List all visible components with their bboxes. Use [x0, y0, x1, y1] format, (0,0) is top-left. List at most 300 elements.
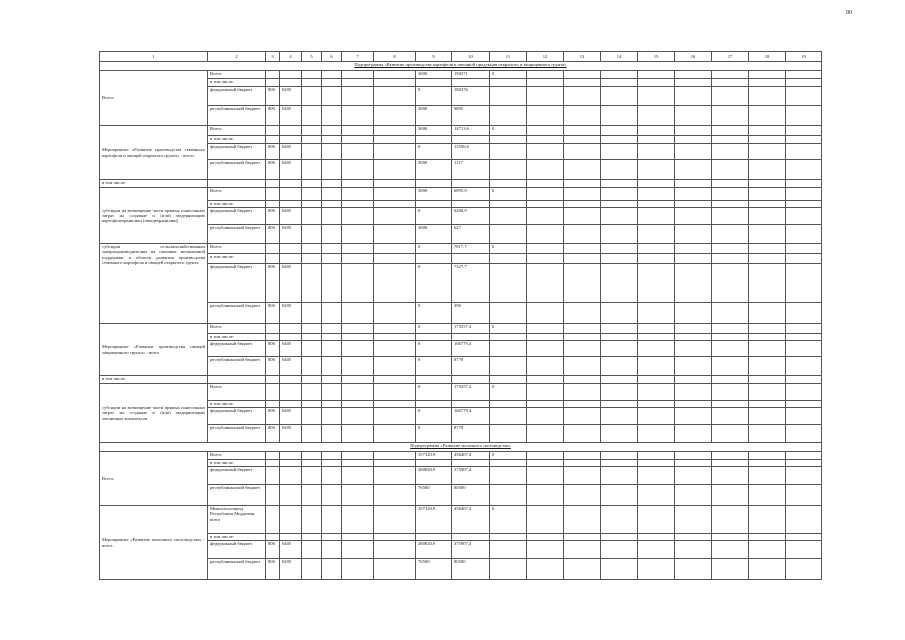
- value-cell-col11: 0: [490, 188, 527, 201]
- column-number-1: 1: [100, 52, 208, 62]
- table-cell: [280, 244, 302, 254]
- value-cell-col10: 8778: [452, 357, 490, 376]
- table-cell: [322, 324, 342, 334]
- table-cell: [638, 303, 675, 324]
- table-cell: [638, 126, 675, 136]
- funding-source: республиканский бюджет: [208, 357, 266, 376]
- table-cell: [675, 376, 712, 384]
- table-cell: [342, 106, 374, 126]
- table-cell: [490, 79, 527, 87]
- column-number-19: 19: [786, 52, 822, 62]
- table-cell: [490, 541, 527, 559]
- table-row: [100, 244, 822, 254]
- table-row: [100, 384, 822, 401]
- table-cell: [374, 87, 416, 106]
- column-number-row: [100, 52, 822, 62]
- table-cell: [280, 71, 302, 79]
- table-cell: [490, 334, 527, 341]
- value-cell-col9: 3000: [416, 71, 452, 79]
- table-cell: [749, 541, 786, 559]
- table-row: [100, 334, 822, 341]
- table-cell: [675, 559, 712, 580]
- table-cell: [564, 264, 601, 303]
- table-cell: [302, 541, 322, 559]
- table-cell: [302, 136, 322, 144]
- table-cell: [342, 303, 374, 324]
- table-cell: [342, 188, 374, 201]
- table-cell: [712, 376, 749, 384]
- table-cell: [416, 534, 452, 541]
- table-cell: [675, 485, 712, 506]
- value-cell-col3: 806: [266, 541, 280, 559]
- table-cell: [712, 334, 749, 341]
- table-cell: [527, 71, 564, 79]
- table-cell: [601, 460, 638, 467]
- table-cell: [452, 136, 490, 144]
- table-cell: [302, 244, 322, 254]
- table-cell: [564, 201, 601, 208]
- table-cell: [266, 201, 280, 208]
- table-cell: [322, 144, 342, 160]
- table-cell: [527, 188, 564, 201]
- table-cell: [527, 541, 564, 559]
- table-cell: [749, 341, 786, 357]
- table-cell: [266, 334, 280, 341]
- table-cell: [712, 452, 749, 460]
- table-cell: [208, 376, 266, 384]
- table-cell: [712, 180, 749, 188]
- table-cell: [322, 180, 342, 188]
- table-cell: [712, 264, 749, 303]
- table-cell: [342, 71, 374, 79]
- table-cell: [280, 485, 302, 506]
- value-cell-col10: 7817,7: [452, 244, 490, 254]
- table-cell: [280, 188, 302, 201]
- table-cell: [749, 534, 786, 541]
- funding-source: Всего:: [208, 384, 266, 401]
- funding-source: республиканский бюджет: [208, 425, 266, 443]
- table-cell: [601, 106, 638, 126]
- table-cell: [712, 136, 749, 144]
- table-cell: [374, 324, 416, 334]
- table-cell: [342, 460, 374, 467]
- table-cell: [527, 506, 564, 534]
- table-cell: [302, 460, 322, 467]
- table-cell: [601, 534, 638, 541]
- table-cell: [208, 180, 266, 188]
- table-cell: [490, 160, 527, 180]
- table-cell: [786, 401, 822, 408]
- table-cell: [749, 408, 786, 425]
- table-cell: [342, 264, 374, 303]
- table-row: [100, 264, 822, 303]
- table-cell: [302, 126, 322, 136]
- table-cell: [322, 534, 342, 541]
- table-cell: [749, 485, 786, 506]
- table-cell: [638, 334, 675, 341]
- table-cell: [712, 324, 749, 334]
- column-number-11: 11: [490, 52, 527, 62]
- table-cell: [564, 180, 601, 188]
- table-cell: [786, 180, 822, 188]
- funding-source: Всего:: [208, 244, 266, 254]
- table-cell: [749, 460, 786, 467]
- table-cell: [638, 225, 675, 244]
- value-cell-col10: 8778: [452, 425, 490, 443]
- table-cell: [712, 144, 749, 160]
- table-cell: [749, 126, 786, 136]
- table-row: [100, 144, 822, 160]
- table-cell: [342, 334, 374, 341]
- value-cell-col3: 806: [266, 559, 280, 580]
- table-cell: [266, 244, 280, 254]
- table-cell: [564, 324, 601, 334]
- table-cell: [638, 408, 675, 425]
- table-cell: [638, 188, 675, 201]
- subprogram-title-dairy: Подпрограмма «Развитие молочного скотоводства»: [100, 443, 822, 452]
- table-cell: [749, 384, 786, 401]
- table-cell: [601, 485, 638, 506]
- table-cell: [342, 376, 374, 384]
- value-cell-col3: 806: [266, 264, 280, 303]
- column-number-13: 13: [564, 52, 601, 62]
- value-cell-col4: 0405: [280, 341, 302, 357]
- value-cell-col10: 6268,9: [452, 208, 490, 225]
- value-cell-col3: 806: [266, 425, 280, 443]
- table-cell: [749, 467, 786, 485]
- value-cell-col4: 0405: [280, 425, 302, 443]
- table-cell: [527, 208, 564, 225]
- table-cell: [675, 534, 712, 541]
- value-cell-col11: 0: [490, 384, 527, 401]
- table-cell: [675, 201, 712, 208]
- table-cell: [374, 180, 416, 188]
- table-row: [100, 541, 822, 559]
- table-cell: [374, 408, 416, 425]
- table-cell: [280, 534, 302, 541]
- table-cell: [638, 136, 675, 144]
- value-cell-col10: 375907,4: [452, 467, 490, 485]
- value-cell-col4: 0405: [280, 87, 302, 106]
- table-cell: [527, 144, 564, 160]
- table-cell: [302, 357, 322, 376]
- funding-source: в том числе:: [208, 534, 266, 541]
- label-row: [100, 180, 822, 188]
- table-cell: [302, 144, 322, 160]
- table-cell: [749, 324, 786, 334]
- value-cell-col4: 0405: [280, 225, 302, 244]
- table-cell: [302, 452, 322, 460]
- table-cell: [712, 71, 749, 79]
- table-cell: [601, 541, 638, 559]
- table-cell: [638, 208, 675, 225]
- table-cell: [322, 201, 342, 208]
- table-cell: [374, 559, 416, 580]
- table-cell: [266, 71, 280, 79]
- table-row: [100, 401, 822, 408]
- table-cell: [675, 425, 712, 443]
- table-cell: [712, 208, 749, 225]
- table-cell: [374, 541, 416, 559]
- table-cell: [452, 376, 490, 384]
- table-cell: [374, 144, 416, 160]
- table-cell: [749, 71, 786, 79]
- table-row: [100, 460, 822, 467]
- column-number-15: 15: [638, 52, 675, 62]
- table-cell: [564, 467, 601, 485]
- table-cell: [786, 303, 822, 324]
- value-cell-col9: 0: [416, 208, 452, 225]
- table-cell: [527, 452, 564, 460]
- table-cell: [342, 341, 374, 357]
- table-cell: [675, 264, 712, 303]
- table-cell: [712, 408, 749, 425]
- table-cell: [786, 541, 822, 559]
- table-cell: [638, 485, 675, 506]
- including-label: в том числе:: [100, 376, 208, 384]
- table-cell: [712, 79, 749, 87]
- table-cell: [527, 401, 564, 408]
- table-cell: [280, 136, 302, 144]
- table-cell: [564, 244, 601, 254]
- table-cell: [638, 87, 675, 106]
- table-cell: [675, 244, 712, 254]
- table-cell: [490, 485, 527, 506]
- column-number-3: 3: [266, 52, 280, 62]
- table-cell: [675, 180, 712, 188]
- table-cell: [712, 87, 749, 106]
- table-cell: [601, 452, 638, 460]
- table-cell: [564, 225, 601, 244]
- table-cell: [374, 79, 416, 87]
- table-cell: [786, 208, 822, 225]
- value-cell-col9: 0: [416, 244, 452, 254]
- program-item-label: Всего:: [100, 71, 208, 126]
- including-label: в том числе:: [100, 180, 208, 188]
- table-cell: [749, 357, 786, 376]
- value-cell-col9: 0: [416, 357, 452, 376]
- table-cell: [322, 341, 342, 357]
- program-item-label: Мероприятие «Развитие молочного скотоводства» - всего:: [100, 506, 208, 580]
- table-row: [100, 225, 822, 244]
- table-row: [100, 160, 822, 180]
- table-cell: [749, 201, 786, 208]
- table-cell: [302, 303, 322, 324]
- table-cell: [452, 334, 490, 341]
- table-cell: [322, 79, 342, 87]
- table-cell: [601, 384, 638, 401]
- table-row: [100, 485, 822, 506]
- table-cell: [601, 136, 638, 144]
- table-cell: [786, 136, 822, 144]
- funding-source: федеральный бюджет: [208, 541, 266, 559]
- table-cell: [452, 180, 490, 188]
- table-cell: [374, 126, 416, 136]
- funding-source: в том числе:: [208, 401, 266, 408]
- table-cell: [322, 208, 342, 225]
- table-cell: [601, 341, 638, 357]
- table-cell: [302, 408, 322, 425]
- table-cell: [374, 136, 416, 144]
- value-cell-col9: 3000: [416, 225, 452, 244]
- table-cell: [374, 264, 416, 303]
- table-cell: [564, 534, 601, 541]
- value-cell-col4: 0405: [280, 144, 302, 160]
- table-cell: [302, 324, 322, 334]
- funding-source: федеральный бюджет: [208, 408, 266, 425]
- table-row: [100, 87, 822, 106]
- table-cell: [564, 376, 601, 384]
- value-cell-col4: 0405: [280, 357, 302, 376]
- table-cell: [749, 208, 786, 225]
- table-cell: [601, 559, 638, 580]
- table-cell: [527, 460, 564, 467]
- table-row: [100, 71, 822, 79]
- table-cell: [302, 79, 322, 87]
- table-cell: [342, 87, 374, 106]
- table-cell: [675, 408, 712, 425]
- table-cell: [342, 254, 374, 264]
- table-cell: [342, 225, 374, 244]
- table-cell: [527, 87, 564, 106]
- table-row: [100, 341, 822, 357]
- table-cell: [749, 401, 786, 408]
- table-cell: [342, 180, 374, 188]
- table-cell: [749, 79, 786, 87]
- column-number-8: 8: [374, 52, 416, 62]
- table-cell: [564, 208, 601, 225]
- table-cell: [302, 87, 322, 106]
- table-cell: [527, 384, 564, 401]
- program-item-label: Мероприятие «Развитие производства овощей защищенного грунта» - всего: [100, 324, 208, 376]
- table-cell: [564, 559, 601, 580]
- table-row: [100, 208, 822, 225]
- table-cell: [601, 244, 638, 254]
- value-cell-col4: 0405: [280, 208, 302, 225]
- table-cell: [786, 126, 822, 136]
- table-cell: [749, 376, 786, 384]
- table-cell: [342, 408, 374, 425]
- value-cell-col3: 806: [266, 144, 280, 160]
- value-cell-col10: 375907,4: [452, 541, 490, 559]
- table-row: [100, 303, 822, 324]
- table-cell: [564, 160, 601, 180]
- table-cell: [601, 71, 638, 79]
- table-cell: [527, 244, 564, 254]
- value-cell-col4: 0405: [280, 264, 302, 303]
- table-cell: [302, 264, 322, 303]
- table-cell: [416, 460, 452, 467]
- table-cell: [712, 126, 749, 136]
- table-cell: [675, 225, 712, 244]
- table-cell: [749, 136, 786, 144]
- table-cell: [749, 425, 786, 443]
- table-cell: [527, 334, 564, 341]
- table-cell: [302, 334, 322, 341]
- table-cell: [322, 303, 342, 324]
- table-cell: [280, 467, 302, 485]
- table-cell: [786, 160, 822, 180]
- table-cell: [712, 506, 749, 534]
- table-cell: [322, 71, 342, 79]
- program-item-label: субсидии на возмещение части прямых понесенных затрат на создание и (или) модернизацию тепличных комплексов: [100, 384, 208, 443]
- table-cell: [490, 106, 527, 126]
- value-cell-col10: 80500: [452, 485, 490, 506]
- value-cell-col10: 190271: [452, 71, 490, 79]
- table-cell: [601, 408, 638, 425]
- table-cell: [601, 201, 638, 208]
- table-cell: [564, 106, 601, 126]
- table-cell: [786, 225, 822, 244]
- table-row: [100, 254, 822, 264]
- table-row: [100, 506, 822, 534]
- table-cell: [302, 341, 322, 357]
- table-cell: [638, 180, 675, 188]
- table-cell: [490, 467, 527, 485]
- value-cell-col4: 0405: [280, 303, 302, 324]
- column-number-14: 14: [601, 52, 638, 62]
- table-cell: [374, 376, 416, 384]
- table-cell: [712, 160, 749, 180]
- table-cell: [490, 559, 527, 580]
- table-cell: [374, 244, 416, 254]
- table-cell: [749, 225, 786, 244]
- value-cell-col9: 3000: [416, 126, 452, 136]
- table-cell: [342, 452, 374, 460]
- table-row: [100, 324, 822, 334]
- value-cell-col9: 0: [416, 384, 452, 401]
- table-cell: [302, 208, 322, 225]
- table-cell: [490, 425, 527, 443]
- table-cell: [322, 254, 342, 264]
- table-cell: [322, 357, 342, 376]
- funding-source: республиканский бюджет: [208, 225, 266, 244]
- budget-table-container: [99, 51, 822, 580]
- table-cell: [490, 357, 527, 376]
- table-cell: [342, 324, 374, 334]
- table-row: [100, 425, 822, 443]
- table-cell: [302, 425, 322, 443]
- label-row: [100, 376, 822, 384]
- table-cell: [638, 79, 675, 87]
- table-cell: [601, 401, 638, 408]
- table-cell: [302, 188, 322, 201]
- program-item-label: субсидии сельскохозяйственным товаропроизводителям на оказание несвязанной поддержки в области развития производства семенного картофеля и овощей открытого грунта: [100, 244, 208, 324]
- table-cell: [749, 303, 786, 324]
- table-cell: [280, 201, 302, 208]
- table-cell: [266, 254, 280, 264]
- program-item-label: Всего:: [100, 452, 208, 506]
- table-cell: [564, 460, 601, 467]
- table-cell: [712, 254, 749, 264]
- table-cell: [374, 460, 416, 467]
- table-row: [100, 534, 822, 541]
- funding-source: федеральный бюджет: [208, 467, 266, 485]
- table-cell: [601, 225, 638, 244]
- table-cell: [712, 460, 749, 467]
- table-cell: [490, 144, 527, 160]
- table-cell: [601, 357, 638, 376]
- value-cell-col10: 456407,4: [452, 506, 490, 534]
- table-cell: [322, 188, 342, 201]
- table-cell: [638, 460, 675, 467]
- table-cell: [527, 341, 564, 357]
- table-cell: [638, 160, 675, 180]
- table-cell: [601, 126, 638, 136]
- table-cell: [601, 254, 638, 264]
- table-cell: [527, 126, 564, 136]
- table-row: [100, 136, 822, 144]
